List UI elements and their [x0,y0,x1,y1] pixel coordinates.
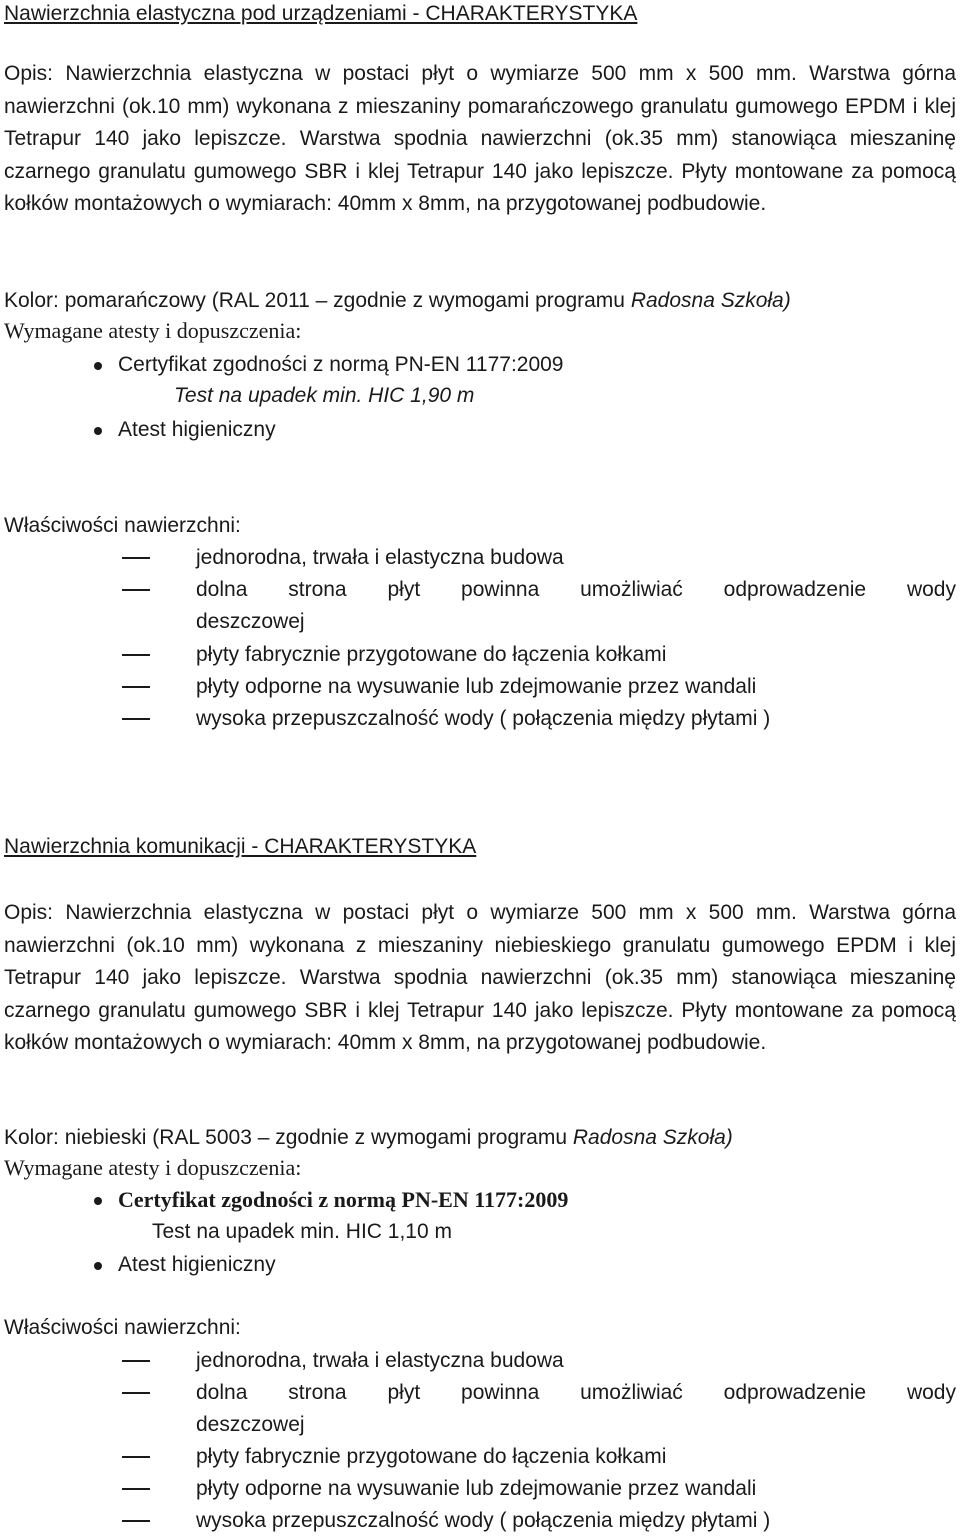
dash-icon [122,557,150,559]
property-text: deszczowej [196,610,305,633]
program-name: Radosna Szkoła) [630,289,791,312]
dash-icon [122,589,150,591]
property-item [4,672,956,702]
bullet-icon [94,1262,102,1270]
property-item [4,640,956,670]
property-text: płyty fabrycznie przygotowane do łączenia kołkami [196,1445,667,1468]
properties-heading: Właściwości nawierzchni: [4,1316,241,1339]
property-continuation [4,607,956,637]
dash-icon [122,1456,150,1458]
property-text: jednorodna, trwała i elastyczna budowa [196,546,564,569]
color-text: niebieski (RAL 5003 – zgodnie z wymogami programu [64,1126,568,1149]
bullet-icon [94,427,102,435]
property-item [4,1506,956,1536]
description-paragraph [4,897,956,1060]
dash-icon [122,1392,150,1394]
description-text: Nawierzchnia elastyczna w postaci płyt o wymiarze 500 mm x 500 mm. Warstwa górna nawierzchni (ok.10 mm) wykonana z mieszaniny niebieskiego granulatu gumowego EPDM i klej Tetrapur 140 jako lepiszcze. Warstwa spodnia nawierzchni (ok.35 mm) stanowiąca mieszaninę czarnego granulatu gumowego SBR i klej Tetrapur 140 jako lepiszcze. Płyty montowane za pomocą kołków montażowych o wymiarach: 40mm x 8mm, na przygotowanej podbudowie. [4,901,956,1055]
color-label: Kolor: [4,289,59,312]
property-item [4,1346,956,1376]
dash-icon [122,718,150,720]
dash-icon [122,1520,150,1522]
dash-icon [122,1488,150,1490]
property-text: dolna strona płyt powinna umożliwiać odprowadzenie wody [196,578,956,601]
color-label: Kolor: [4,1126,59,1149]
section-title: Nawierzchnia elastyczna pod urządzeniami - CHARAKTERYSTYKA [4,2,638,25]
property-item [4,704,956,734]
certificate-text: Certyfikat zgodności z normą PN-EN 1177:2009 [118,353,564,376]
description-label: Opis: [4,901,54,924]
description-paragraph [4,58,956,221]
color-line [4,286,791,316]
dash-icon [122,654,150,656]
property-item [4,575,956,605]
bullet-icon [94,362,102,370]
property-text: płyty fabrycznie przygotowane do łączenia kołkami [196,643,667,666]
certificates-heading: Wymagane atesty i dopuszczenia: [4,318,302,343]
properties-heading: Właściwości nawierzchni: [4,514,241,537]
list-item [4,350,956,380]
property-item [4,1474,956,1504]
property-item [4,543,956,573]
hygiene-certificate-text: Atest higieniczny [118,418,276,441]
list-item [4,1250,956,1280]
property-text: deszczowej [196,1413,305,1436]
property-continuation [4,1410,956,1440]
hygiene-certificate-text: Atest higieniczny [118,1253,276,1276]
property-text: płyty odporne na wysuwanie lub zdejmowanie przez wandali [196,675,757,698]
fall-test-text: Test na upadek min. HIC 1,10 m [152,1220,452,1243]
property-item [4,1378,956,1408]
program-name: Radosna Szkoła) [572,1126,733,1149]
color-text: pomarańczowy (RAL 2011 – zgodnie z wymogami programu [64,289,625,312]
certificates-heading: Wymagane atesty i dopuszczenia: [4,1155,302,1180]
property-text: jednorodna, trwała i elastyczna budowa [196,1349,564,1372]
list-item [4,415,956,445]
certificate-text: Certyfikat zgodności z normą PN-EN 1177:2009 [118,1187,569,1212]
list-item [4,1185,956,1215]
property-text: dolna strona płyt powinna umożliwiać odprowadzenie wody [196,1381,956,1404]
property-text: płyty odporne na wysuwanie lub zdejmowanie przez wandali [196,1477,757,1500]
color-line [4,1123,733,1153]
description-label: Opis: [4,62,54,85]
section-title: Nawierzchnia komunikacji - CHARAKTERYSTYKA [4,835,477,858]
dash-icon [122,686,150,688]
description-text: Nawierzchnia elastyczna w postaci płyt o wymiarze 500 mm x 500 mm. Warstwa górna nawierzchni (ok.10 mm) wykonana z mieszaniny pomarańczowego granulatu gumowego EPDM i klej Tetrapur 140 jako lepiszcze. Warstwa spodnia nawierzchni (ok.35 mm) stanowiąca mieszaninę czarnego granulatu gumowego SBR i klej Tetrapur 140 jako lepiszcze. Płyty montowane za pomocą kołków montażowych o wymiarach: 40mm x 8mm, na przygotowanej podbudowie. [4,62,956,216]
bullet-icon [94,1197,102,1205]
property-text: wysoka przepuszczalność wody ( połączenia między płytami ) [196,707,771,730]
dash-icon [122,1360,150,1362]
property-text: wysoka przepuszczalność wody ( połączenia między płytami ) [196,1509,771,1532]
property-item [4,1442,956,1472]
fall-test-text: Test na upadek min. HIC 1,90 m [174,384,475,407]
